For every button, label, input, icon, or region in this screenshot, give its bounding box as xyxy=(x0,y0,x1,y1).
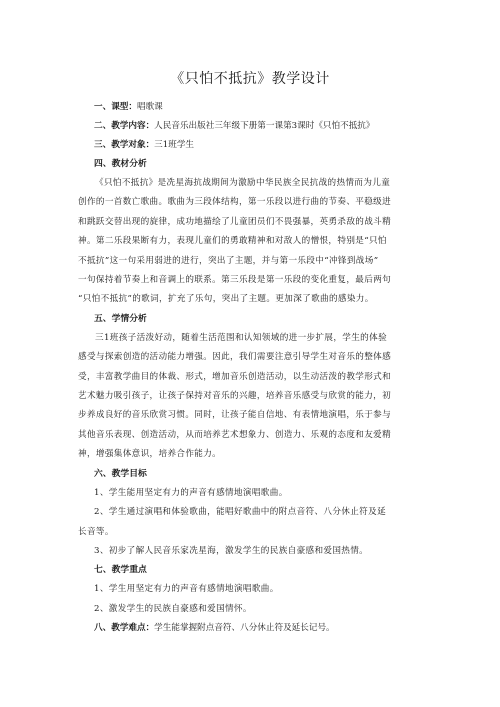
section-heading-student-analysis: 五、学情分析 xyxy=(94,313,147,324)
list-item: 1、学生用坚定有力的声音有感情地演唱歌曲。 xyxy=(94,584,279,595)
paragraph-line: 受，丰富教学曲目的体裁、形式，增加音乐创造活动，以生动活泼的教学形式和 xyxy=(78,371,392,382)
paragraph-line: 创作的一首数亡歌曲。歌曲为三段体结构，第一乐段以进行曲的节奏、平稳级进 xyxy=(78,197,392,208)
section-heading: 二、教学内容： xyxy=(94,121,155,131)
section-lesson-type xyxy=(94,98,422,117)
list-item: 3、初步了解人民音乐家冼星海，激发学生的民族自豪感和爱国热情。 xyxy=(94,545,369,556)
paragraph-material-analysis xyxy=(78,174,422,310)
paragraph-line: 感受与探索创造的活动能力增强。因此，我们需要注意引导学生对音乐的整体感 xyxy=(78,352,392,363)
section-text: 唱歌课 xyxy=(136,102,163,112)
section-heading: 一、课型： xyxy=(94,102,137,112)
section-heading: 八、教学难点： xyxy=(94,623,155,634)
section-heading-teaching-focus: 七、教学重点 xyxy=(94,565,147,576)
section-teaching-content xyxy=(94,117,422,136)
list-item-continuation: 长音等。 xyxy=(78,526,114,537)
paragraph-line: 神。第二乐段果断有力，表现儿童们的勇敢精神和对敌人的憎恨，特别是“只怕 xyxy=(78,236,387,247)
section-heading-material-analysis: 四、教材分析 xyxy=(94,159,147,169)
paragraph-student-analysis xyxy=(78,329,422,465)
paragraph-line: 不抵抗”这一句采用弱进的进行，突出了主题，并与第一乐段中“冲锋到战场” xyxy=(78,255,379,266)
paragraph-line: 三1班孩子活泼好动，随着生活范围和认知领域的进一步扩展，学生的体验 xyxy=(95,332,388,343)
section-teaching-difficulty xyxy=(94,619,422,638)
section-heading: 三、教学对象： xyxy=(94,140,155,150)
paragraph-line: 其他音乐表现、创造活动，从而培养艺术想象力、创造力、乐观的态度和友爱精 xyxy=(78,429,392,440)
paragraph-line: 艺术魅力吸引孩子，让孩子保持对音乐的兴趣，培养音乐感受与欣赏的能力，初 xyxy=(78,391,392,402)
section-text: 人民音乐出版社三年级下册第一课第3课时《只怕不抵抗》 xyxy=(154,121,375,131)
list-item: 2、学生通过演唱和体验歌曲，能唱好歌曲中的附点音符、八分休止符及延 xyxy=(94,507,387,518)
paragraph-line: “只怕不抵抗”的歌词，扩充了乐句，突出了主题。更加深了歌曲的感染力。 xyxy=(78,294,374,305)
section-teaching-object xyxy=(94,136,422,155)
list-item: 1、学生能用坚定有力的声音有感情地演唱歌曲。 xyxy=(94,487,288,498)
paragraph-line: 步养成良好的音乐欣赏习惯。同时，让孩子能自信地、有表情地演唱，乐于参与 xyxy=(78,410,392,421)
section-text: 学生能掌握附点音符、八分休止符及延长记号。 xyxy=(154,623,335,634)
document-title: 《只怕不抵抗》教学设计 xyxy=(170,71,330,87)
list-item: 2、激发学生的民族自豪感和爱国情怀。 xyxy=(94,603,252,614)
section-heading-teaching-goals: 六、教学目标 xyxy=(94,468,147,479)
paragraph-line: 神，增强集体意识，培养合作能力。 xyxy=(78,449,222,460)
paragraph-line: 和跳跃交替出现的旋律，成功地描绘了儿童团员们不畏强暴，英勇杀敌的战斗精 xyxy=(78,216,392,227)
section-text: 三1班学生 xyxy=(154,140,195,150)
paragraph-line: 《只怕不抵抗》是冼星海抗战期间为激励中华民族全民抗战的热情而为儿童 xyxy=(95,178,391,188)
paragraph-line: 一句保持着节奏上和音调上的联系。第三乐段是第一乐段的变化重复，最后两句 xyxy=(78,275,392,286)
